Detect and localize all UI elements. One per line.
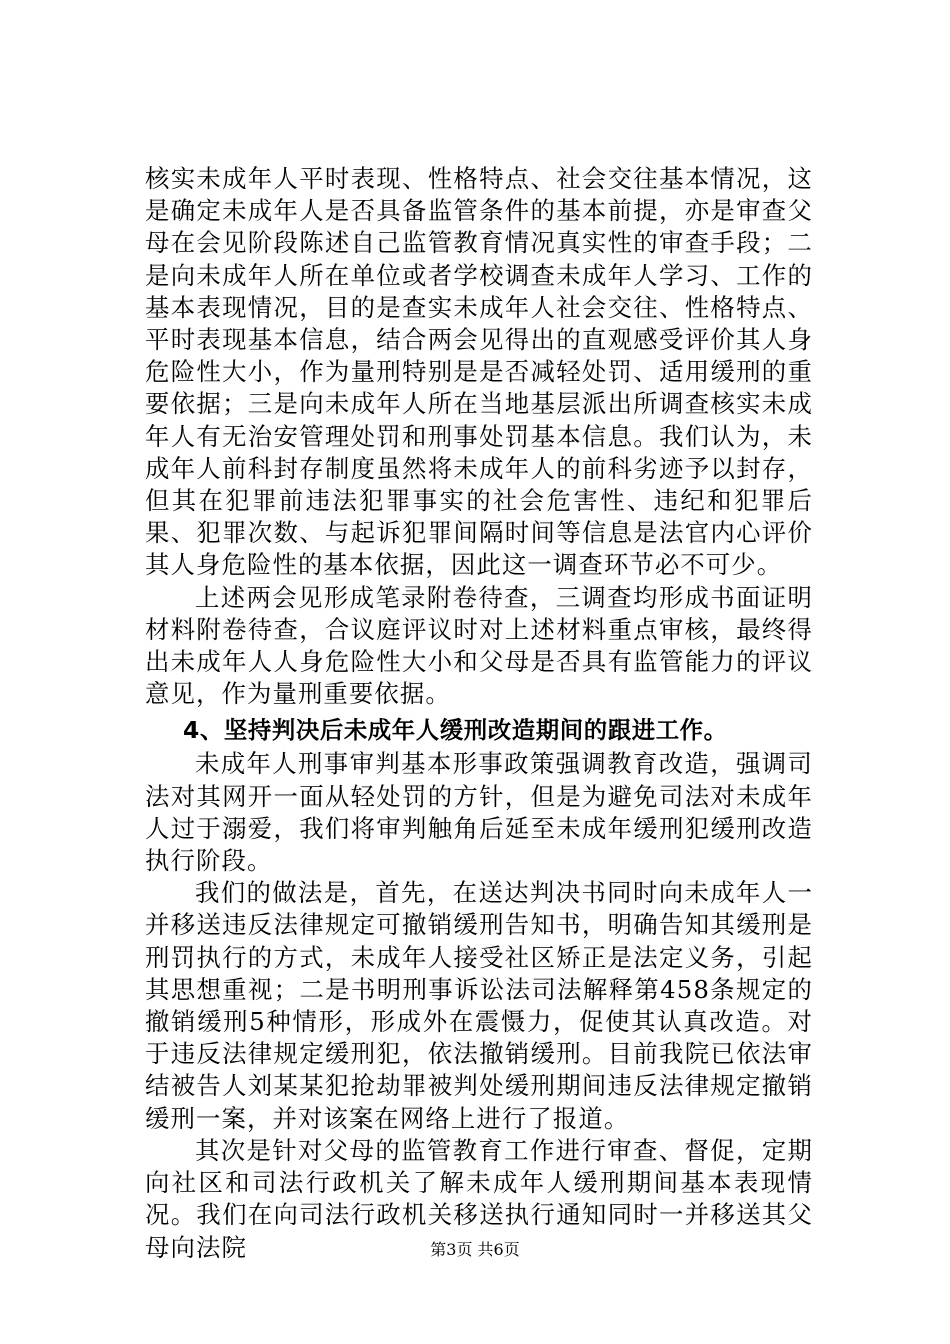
paragraph-policy: 未成年人刑事审判基本形事政策强调教育改造，强调司法对其网开一面从轻处罚的方针，但是为避免司法对未成年人过于溺爱，我们将审判触角后延至未成年缓刑犯缓刑改造执行阶段。	[145, 749, 813, 876]
page-footer: 第3页 共6页	[430, 1240, 520, 1259]
paragraph-second-measure: 其次是针对父母的监管教育工作进行审查、督促，定期向社区和司法行政机关了解未成年人缓刑期间基本表现情况。我们在向司法行政机关移送执行通知同时一并移送其父母向法院	[145, 1135, 813, 1262]
document-body	[145, 163, 813, 1264]
paragraph-first-measure: 我们的做法是，首先，在送达判决书同时向未成年人一并移送违反法律规定可撤销缓刑告知书，明确告知其缓刑是刑罚执行的方式，未成年人接受社区矫正是法定义务，引起其思想重视；二是书明刑事诉讼法司法解释第458条规定的撤销缓刑5种情形，形成外在震慑力，促使其认真改造。对于违反法律规定缓刑犯，依法撤销缓刑。目前我院已依法审结被告人刘某某犯抢劫罪被判处缓刑期间违反法律规定撤销缓刑一案，并对该案在网络上进行了报道。	[145, 878, 813, 1133]
section-heading-probation-followup: 4、坚持判决后未成年人缓刑改造期间的跟进工作。	[183, 716, 728, 745]
paragraph-records-summary: 上述两会见形成笔录附卷待查，三调查均形成书面证明材料附卷待查，合议庭评议时对上述材料重点审核，最终得出未成年人人身危险性大小和父母是否具有监管能力的评议意见，作为量刑重要依据。	[145, 582, 813, 709]
paragraph-investigation-continued: 核实未成年人平时表现、性格特点、社会交往基本情况，这是确定未成年人是否具备监管条件的基本前提，亦是审查父母在会见阶段陈述自己监管教育情况真实性的审查手段；二是向未成年人所在单位或者学校调查未成年人学习、工作的基本表现情况，目的是查实未成年人社会交往、性格特点、平时表现基本信息，结合两会见得出的直观感受评价其人身危险性大小，作为量刑特别是是否减轻处罚、适用缓刑的重要依据；三是向未成年人所在当地基层派出所调查核实未成年人有无治安管理处罚和刑事处罚基本信息。我们认为，未成年人前科封存制度虽然将未成年人的前科劣迹予以封存，但其在犯罪前违法犯罪事实的社会危害性、违纪和犯罪后果、犯罪次数、与起诉犯罪间隔时间等信息是法官内心评价其人身危险性的基本依据，因此这一调查环节必不可少。	[145, 164, 813, 580]
